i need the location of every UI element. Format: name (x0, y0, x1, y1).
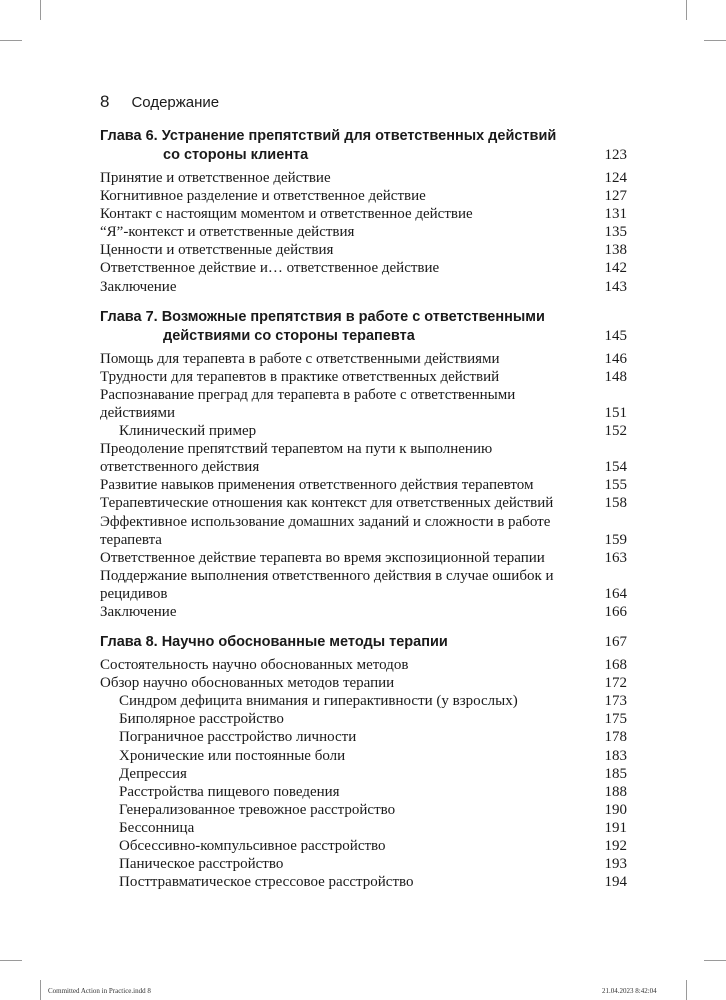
toc-entry-title: Эффективное использование домашних заданий и сложности в работе (100, 513, 551, 530)
toc-subentry[interactable] (100, 728, 627, 746)
chapter-title-line: Глава 6. Устранение препятствий для ответственных действий (100, 128, 557, 144)
footer-timestamp: 21.04.2023 8:42:04 (602, 987, 657, 995)
toc-subentry[interactable] (100, 801, 627, 819)
toc-entry-title: Заключение (100, 603, 177, 620)
toc-entry-title: Пограничное расстройство личности (119, 729, 357, 746)
toc-entry-page-number: 127 (604, 188, 627, 205)
toc-subentry[interactable] (100, 873, 627, 891)
toc-entry[interactable] (100, 476, 627, 494)
toc-entry-title: Заключение (100, 278, 177, 295)
toc-entry-page-number: 163 (604, 549, 627, 566)
crop-mark (704, 960, 726, 961)
chapter-title-line: со стороны клиента (163, 147, 309, 163)
toc-entry-page-number: 152 (604, 423, 627, 440)
toc-entry-page-number: 155 (604, 477, 627, 494)
crop-mark (40, 980, 41, 1000)
toc-subentry[interactable] (100, 765, 627, 783)
toc-entry-title: Депрессия (119, 765, 187, 782)
toc-entry[interactable] (100, 549, 627, 567)
toc-subentry[interactable] (100, 855, 627, 873)
toc-entry-title: Развитие навыков применения ответственного действия терапевтом (100, 477, 534, 494)
toc-entry[interactable] (100, 259, 627, 277)
toc-entry-title: Трудности для терапевтов в практике ответственных действий (100, 368, 500, 385)
toc-entry[interactable] (100, 440, 627, 476)
toc-subentry[interactable] (100, 783, 627, 801)
chapter-title-line: действиями со стороны терапевта (163, 327, 415, 344)
crop-mark (40, 0, 41, 20)
toc-entry-page-number: 190 (604, 801, 627, 818)
toc-entry[interactable] (100, 368, 627, 386)
toc-entry-page-number: 158 (604, 495, 627, 512)
toc-entry-page-number: 166 (604, 603, 627, 620)
toc-entry-title: Ценности и ответственные действия (100, 242, 334, 259)
chapter-heading[interactable] (100, 633, 627, 652)
toc-entry-title: Посттравматическое стрессовое расстройство (119, 874, 414, 891)
toc-entry-title: терапевта (100, 531, 162, 548)
toc-entry-list (100, 169, 627, 296)
toc-entry-title: Контакт с настоящим моментом и ответственное действие (100, 206, 473, 223)
toc-entry-page-number: 151 (604, 404, 627, 421)
toc-entry-title: Синдром дефицита внимания и гиперактивности (у взрослых) (119, 693, 518, 710)
toc-entry-page-number: 178 (604, 729, 627, 746)
running-head (100, 92, 219, 112)
section-title: Содержание (131, 94, 220, 111)
toc-entry-title: Ответственное действие терапевта во время экспозиционной терапии (100, 549, 545, 566)
toc-subentry[interactable] (100, 819, 627, 837)
toc-entry-list (100, 656, 627, 891)
toc-entry-page-number: 188 (604, 783, 627, 800)
toc-entry-page-number: 191 (604, 819, 627, 836)
toc-entry-title: действиями (100, 404, 176, 421)
toc-entry-page-number: 173 (604, 693, 627, 710)
toc-entry-page-number: 148 (604, 368, 627, 385)
toc-subentry[interactable] (100, 837, 627, 855)
toc-entry-page-number: 194 (604, 874, 627, 891)
toc-entry-title: Распознавание преград для терапевта в работе с ответственными (100, 386, 516, 403)
toc-entry[interactable] (100, 674, 627, 692)
toc-entry-title: Терапевтические отношения как контекст для ответственных действий (100, 495, 554, 512)
toc-entry-page-number: 146 (604, 350, 627, 367)
toc-entry-page-number: 159 (604, 531, 627, 548)
toc-entry-title: Генерализованное тревожное расстройство (119, 801, 396, 818)
toc-entry[interactable] (100, 223, 627, 241)
chapter-heading[interactable] (100, 127, 627, 165)
footer-file-name: Committed Action in Practice.indd 8 (48, 987, 151, 995)
toc-entry[interactable] (100, 513, 627, 549)
chapter-title-line: Глава 7. Возможные препятствия в работе с ответственными (100, 308, 545, 325)
chapter-page-number: 145 (604, 327, 627, 344)
toc-entry[interactable] (100, 494, 627, 512)
toc-entry-page-number: 142 (604, 260, 627, 277)
toc-entry-page-number: 185 (604, 765, 627, 782)
toc-entry-page-number: 164 (604, 585, 627, 602)
toc-entry-title: Клинический пример (119, 423, 257, 440)
toc-entry[interactable] (100, 386, 627, 422)
crop-mark (686, 0, 687, 20)
toc-entry[interactable] (100, 350, 627, 368)
toc-entry-page-number: 168 (604, 657, 627, 674)
toc-entry[interactable] (100, 567, 627, 603)
toc-entry-title: Помощь для терапевта в работе с ответственными действиями (100, 350, 500, 367)
toc-entry[interactable] (100, 656, 627, 674)
chapter-gap (100, 621, 627, 633)
table-of-contents (100, 127, 627, 891)
toc-entry-page-number: 124 (604, 170, 627, 186)
crop-mark (0, 40, 22, 41)
toc-subentry[interactable] (100, 692, 627, 710)
chapter-gap (100, 296, 627, 308)
toc-entry-title: Обзор научно обоснованных методов терапии (100, 675, 395, 692)
toc-entry-title: Обсессивно-компульсивное расстройство (119, 838, 386, 854)
toc-entry-page-number: 138 (604, 242, 627, 259)
toc-entry[interactable] (100, 241, 627, 259)
toc-entry-title: Ответственное действие и… ответственное действие (100, 260, 440, 277)
toc-entry-page-number: 192 (604, 838, 627, 854)
toc-entry-title: рецидивов (100, 585, 168, 602)
toc-entry-title: Когнитивное разделение и ответственное действие (100, 188, 426, 205)
toc-entry-page-number: 131 (604, 206, 627, 223)
toc-entry-title: Биполярное расстройство (119, 711, 284, 728)
toc-entry-page-number: 175 (604, 711, 627, 728)
toc-entry-page-number: 143 (604, 278, 627, 295)
toc-entry[interactable] (100, 169, 627, 187)
crop-mark (704, 40, 726, 41)
toc-entry-title: Состоятельность научно обоснованных методов (100, 657, 409, 674)
toc-entry[interactable] (100, 187, 627, 205)
toc-entry[interactable] (100, 603, 627, 621)
toc-entry-list (100, 350, 627, 621)
page-number: 8 (100, 92, 110, 111)
toc-subentry[interactable] (100, 747, 627, 765)
toc-entry-page-number: 135 (604, 224, 627, 241)
toc-entry-title: Паническое расстройство (119, 856, 284, 873)
toc-entry-title: Поддержание выполнения ответственного действия в случае ошибок и (100, 567, 554, 584)
toc-entry-title: Расстройства пищевого поведения (119, 783, 340, 800)
chapter-heading[interactable] (100, 308, 627, 346)
toc-subentry[interactable] (100, 422, 627, 440)
toc-entry-page-number: 172 (604, 675, 627, 692)
chapter-page-number: 123 (604, 147, 627, 163)
toc-entry[interactable] (100, 205, 627, 223)
toc-entry-title: Преодоление препятствий терапевтом на пути к выполнению (100, 441, 493, 458)
toc-entry-page-number: 183 (604, 747, 627, 764)
toc-entry-title: Принятие и ответственное действие (100, 170, 331, 186)
toc-entry-page-number: 193 (604, 856, 627, 873)
chapter-page-number: 167 (604, 634, 627, 651)
toc-entry-page-number: 154 (604, 459, 627, 476)
toc-entry-title: “Я”-контекст и ответственные действия (100, 224, 355, 241)
toc-entry-title: Бессонница (119, 819, 195, 836)
crop-mark (0, 960, 22, 961)
toc-entry-title: ответственного действия (100, 459, 260, 476)
toc-entry-title: Хронические или постоянные боли (119, 747, 346, 764)
chapter-title-line: Глава 8. Научно обоснованные методы терапии (100, 634, 448, 651)
toc-entry[interactable] (100, 278, 627, 296)
crop-mark (686, 980, 687, 1000)
toc-subentry[interactable] (100, 710, 627, 728)
